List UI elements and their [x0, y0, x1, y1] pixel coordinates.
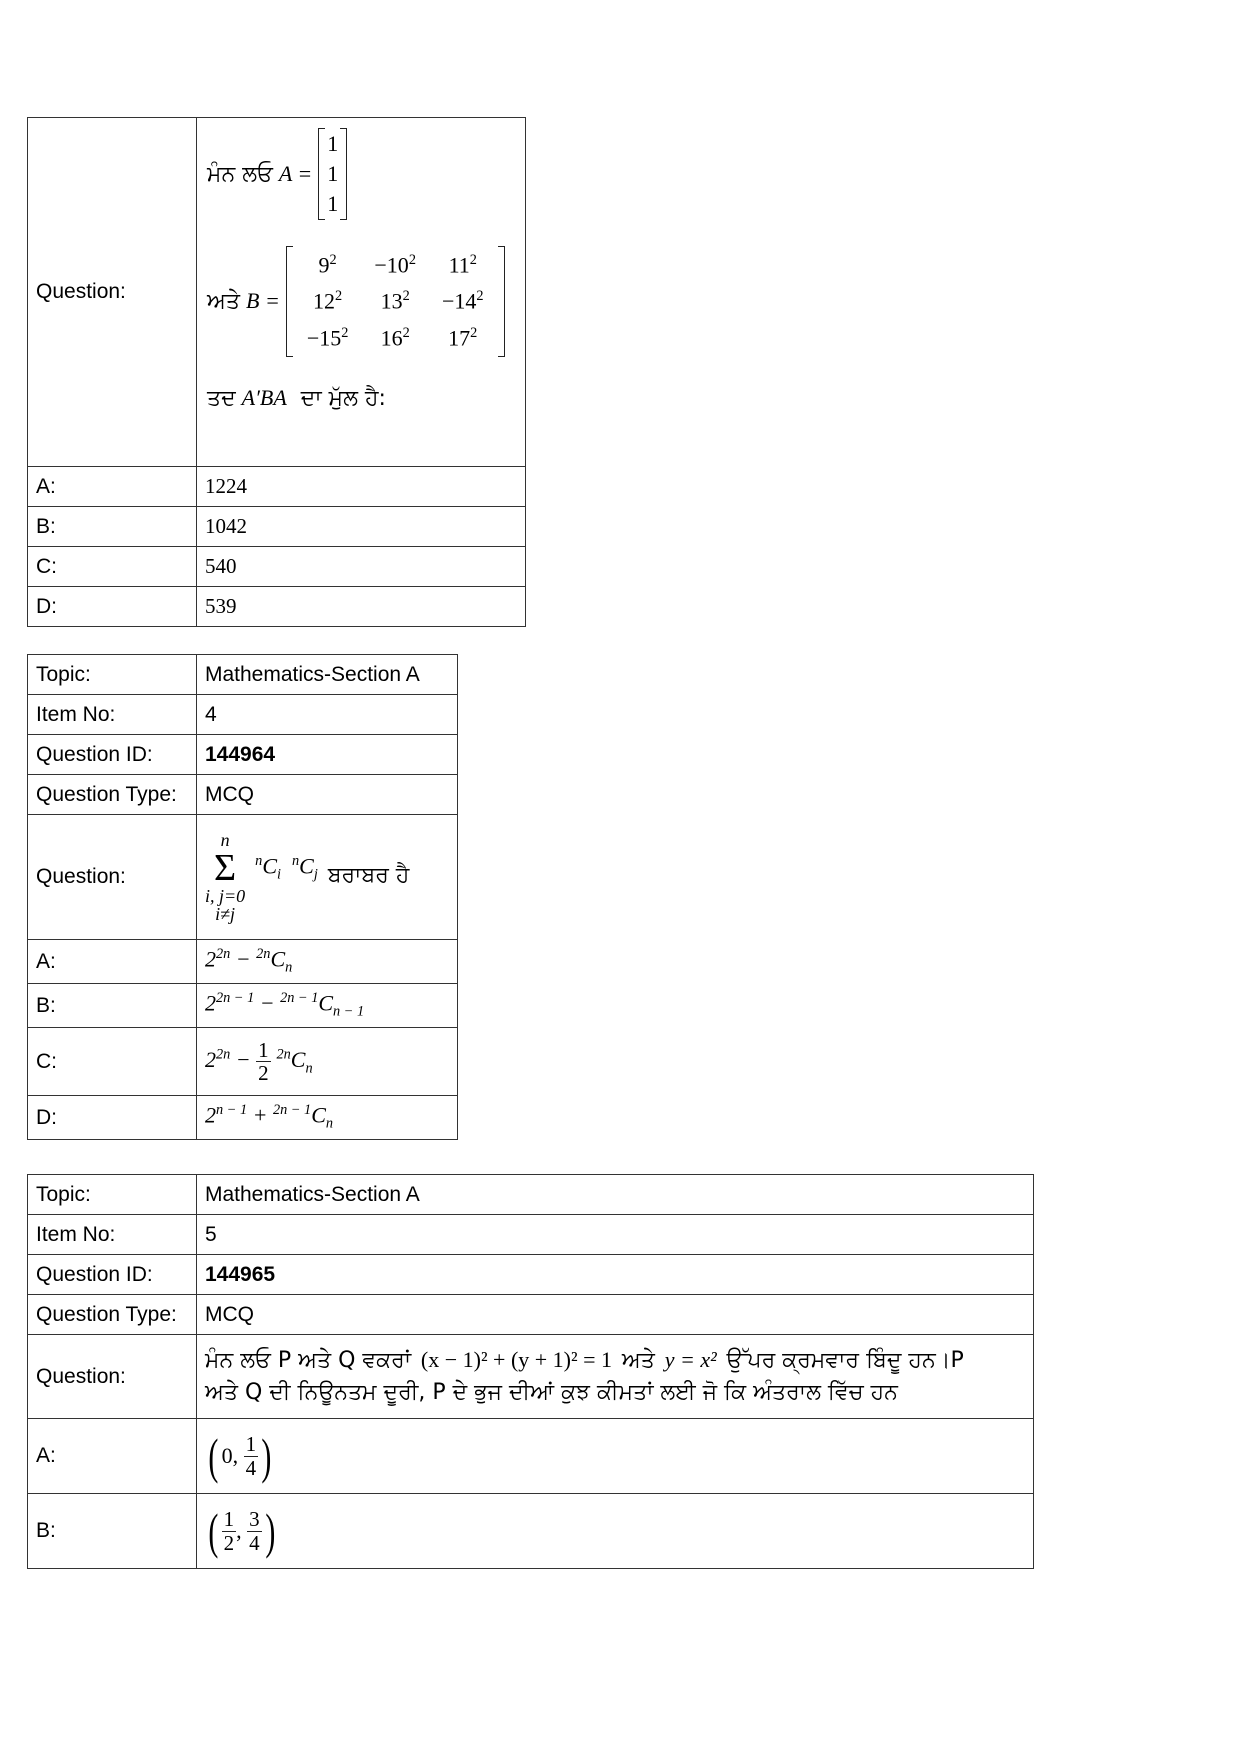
topic-value: Mathematics-Section A: [197, 655, 458, 695]
question-row: [28, 1335, 1034, 1419]
question-row: [28, 118, 526, 467]
question-line-1: ਮੰਨ ਲਓ P ਅਤੇ Q ਵਕਰਾਂ (x − 1)² + (y + 1)² = 1 ਅਤੇ y = x² ਉੱਪਰ ਕ੍ਰਮਵਾਰ ਬਿੰਦੂ ਹਨ।P: [205, 1347, 964, 1374]
option-row: [28, 1419, 1034, 1494]
question-row: [28, 815, 458, 940]
question-ask-line: ਤਦ A′BA ਦਾ ਮੁੱਲ ਹੈ:: [207, 384, 386, 411]
question-content: n Σ i, j=0 i≠j $^nC_i$ $^nC_j$ ਬਰਾਬਰ ਹੈ: [197, 815, 458, 940]
topic-label: Topic:: [28, 655, 197, 695]
option-label: A:: [28, 940, 197, 984]
question-table-2: [27, 654, 458, 1140]
matrix-a: 1 1 1: [318, 128, 347, 220]
option-row: [28, 1028, 458, 1096]
item-value: 4: [197, 695, 458, 735]
item-label: Item No:: [28, 1215, 197, 1255]
question-type-label: Question Type:: [28, 1295, 197, 1335]
question-table-1: [27, 117, 526, 627]
item-label: Item No:: [28, 695, 197, 735]
option-row: [28, 587, 526, 627]
topic-label: Topic:: [28, 1175, 197, 1215]
option-label: D:: [28, 587, 197, 627]
option-row: [28, 1494, 1034, 1569]
option-row: [28, 1096, 458, 1140]
option-label: B:: [28, 1494, 197, 1569]
option-value-formula: $2^{2n - 1} - ^{2n - 1}C_{n - 1}$: [197, 984, 458, 1028]
option-row: [28, 467, 526, 507]
option-value: 540: [197, 547, 526, 587]
question-label: Question:: [28, 1335, 197, 1419]
question-id-value: 144965: [197, 1255, 1034, 1295]
option-row: [28, 984, 458, 1028]
option-row: [28, 547, 526, 587]
question-type-row: [28, 775, 458, 815]
topic-row: [28, 655, 458, 695]
question-id-row: [28, 735, 458, 775]
question-id-row: [28, 1255, 1034, 1295]
option-value: 1224: [197, 467, 526, 507]
matrix-b: $9^2$ $-10^2$ $11^2$ $12^2$ $13^2$ $-14^2$ $-15^2$ $16^2$ $17^2$: [286, 246, 505, 357]
question-type-value: MCQ: [197, 775, 458, 815]
topic-value: Mathematics-Section A: [197, 1175, 1034, 1215]
option-value-interval: ( 0 , $\frac{1}{4}$ ): [197, 1419, 1034, 1494]
option-value: 539: [197, 587, 526, 627]
sigma-symbol: Σ: [214, 847, 237, 889]
question-label: Question:: [28, 815, 197, 940]
option-label: B:: [28, 507, 197, 547]
option-label: A:: [28, 467, 197, 507]
option-label: B:: [28, 984, 197, 1028]
summation: n Σ i, j=0 i≠j: [205, 830, 246, 924]
item-row: [28, 1215, 1034, 1255]
question-content: [197, 118, 526, 467]
question-id-value: 144964: [197, 735, 458, 775]
option-value-formula: $2^{2n} - ^{2n}C_n$: [197, 940, 458, 984]
question-table-3: [27, 1174, 1034, 1569]
question-type-value: MCQ: [197, 1295, 1034, 1335]
matrix-a-line: ਮੰਨ ਲਓ A = 1 1 1: [207, 128, 517, 220]
option-row: [28, 507, 526, 547]
question-id-label: Question ID:: [28, 1255, 197, 1295]
option-row: [28, 940, 458, 984]
option-value-formula: $2^{2n}$ − $\frac{1}{2}$ $^{2n}C_n$: [197, 1028, 458, 1096]
question-content: [197, 1335, 1034, 1419]
option-label: C:: [28, 547, 197, 587]
item-row: [28, 695, 458, 735]
option-label: C:: [28, 1028, 197, 1096]
question-type-label: Question Type:: [28, 775, 197, 815]
option-value-interval: ( $\frac{1}{2}$ , $\frac{3}{4}$ ): [197, 1494, 1034, 1569]
item-value: 5: [197, 1215, 1034, 1255]
question-line-2: ਅਤੇ Q ਦੀ ਨਿਊਨਤਮ ਦੂਰੀ, P ਦੇ ਭੁਜ ਦੀਆਂ ਕੁਝ ਕੀਮਤਾਂ ਲਈ ਜੋ ਕਿ ਅੰਤਰਾਲ ਵਿੱਚ ਹਨ: [205, 1380, 898, 1405]
option-label: D:: [28, 1096, 197, 1140]
question-label: Question:: [28, 118, 197, 467]
combination-term: $^nC_i$ $^nC_j$: [255, 852, 318, 883]
option-label: A:: [28, 1419, 197, 1494]
question-type-row: [28, 1295, 1034, 1335]
matrix-b-line: ਅਤੇ B = $9^2$ $-10^2$ $11^2$ $12^2$ $13^2$ $-14^2$ $-15^2$ $16^2$ $17^2$: [207, 246, 517, 357]
topic-row: [28, 1175, 1034, 1215]
option-value: 1042: [197, 507, 526, 547]
option-value-formula: $2^{n - 1} + ^{2n - 1}C_n$: [197, 1096, 458, 1140]
question-id-label: Question ID:: [28, 735, 197, 775]
